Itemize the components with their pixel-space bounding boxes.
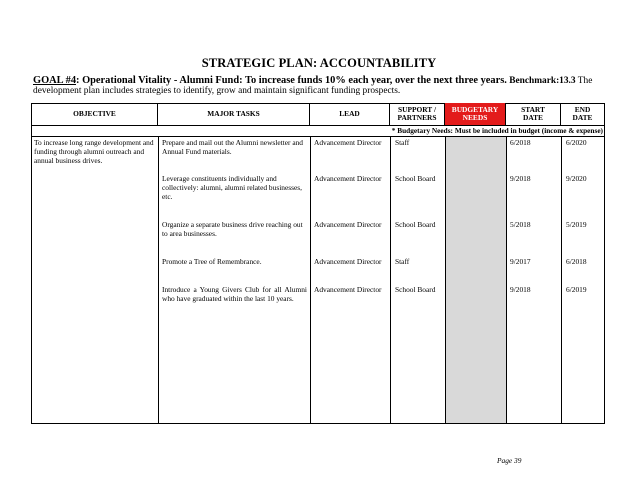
- task-cell: Organize a separate business drive reaching out to area businesses.: [162, 220, 303, 238]
- task-cell: Promote a Tree of Remembrance.: [162, 257, 262, 266]
- support-cell: Staff: [395, 138, 410, 147]
- col-divider: [561, 136, 562, 424]
- col-divider: [445, 136, 446, 424]
- support-cell: Staff: [395, 257, 410, 266]
- budget-column-shade: [446, 137, 506, 423]
- lead-cell: Advancement Director: [314, 174, 382, 183]
- header-budgetary-needs: [445, 103, 506, 125]
- end-date-cell: 6/2019: [566, 285, 587, 294]
- lead-cell: Advancement Director: [314, 257, 382, 266]
- page-title: STRATEGIC PLAN: ACCOUNTABILITY: [201, 56, 437, 70]
- header-support-line2: PARTNERS: [397, 113, 437, 122]
- header-budget-line1: BUDGETARY: [451, 104, 499, 114]
- header-objective: OBJECTIVE: [32, 103, 158, 125]
- col-divider: [310, 136, 311, 424]
- header-support-partners: [390, 103, 445, 125]
- budget-note: * Budgetary Needs: Must be included in budget (income & expense): [391, 126, 603, 135]
- header-start-line1: START: [521, 104, 545, 114]
- note-divider: [31, 136, 605, 137]
- lead-cell: Advancement Director: [314, 138, 382, 147]
- col-divider: [506, 136, 507, 424]
- header-support-line1: SUPPORT /: [398, 104, 436, 114]
- task-cell: Leverage constituents individually and collectively: alumni, alumni related businesses, etc.: [162, 174, 302, 201]
- goal-heading-text: : Operational Vitality - Alumni Fund: To increase funds 10% each year, over the next three years.: [76, 75, 507, 86]
- header-budget-line2: NEEDS: [462, 113, 488, 122]
- start-date-cell: 9/2017: [510, 257, 531, 266]
- goal-statement: [33, 76, 605, 97]
- lead-cell: Advancement Director: [314, 220, 382, 229]
- end-date-cell: 6/2020: [566, 138, 587, 147]
- col-divider: [158, 136, 159, 424]
- objective-text: To increase long range development and funding through alumni outreach and annual business drives.: [34, 138, 154, 165]
- support-cell: School Board: [395, 174, 436, 183]
- task-cell: Introduce a Young Givers Club for all Alumni who have graduated within the last 10 years.: [162, 285, 307, 303]
- col-divider: [390, 136, 391, 424]
- page-number: Page 39: [497, 456, 522, 465]
- header-end-line2: DATE: [572, 113, 593, 122]
- support-cell: School Board: [395, 220, 436, 229]
- end-date-cell: 9/2020: [566, 174, 587, 183]
- end-date-cell: 5/2019: [566, 220, 587, 229]
- goal-description-start: The: [577, 76, 593, 86]
- end-date-cell: 6/2018: [566, 257, 587, 266]
- goal-label: GOAL #4: [33, 75, 77, 86]
- header-start-date: [506, 103, 561, 125]
- header-end-date: [561, 103, 604, 125]
- header-end-line1: END: [574, 104, 591, 114]
- start-date-cell: 9/2018: [510, 285, 531, 294]
- header-start-line2: DATE: [523, 113, 543, 122]
- support-cell: School Board: [395, 285, 436, 294]
- start-date-cell: 6/2018: [510, 138, 531, 147]
- start-date-cell: 9/2018: [510, 174, 531, 183]
- task-cell: Prepare and mail out the Alumni newsletter and Annual Fund materials.: [162, 138, 303, 156]
- lead-cell: Advancement Director: [314, 285, 382, 294]
- goal-heading: [33, 75, 507, 86]
- header-lead: LEAD: [310, 103, 390, 125]
- goal-benchmark: Benchmark:13.3: [509, 76, 576, 86]
- start-date-cell: 5/2018: [510, 220, 531, 229]
- goal-description: development plan includes strategies to identify, grow and maintain significant funding prospects.: [33, 86, 401, 97]
- header-major-tasks: MAJOR TASKS: [158, 103, 310, 125]
- plan-table: [31, 103, 605, 424]
